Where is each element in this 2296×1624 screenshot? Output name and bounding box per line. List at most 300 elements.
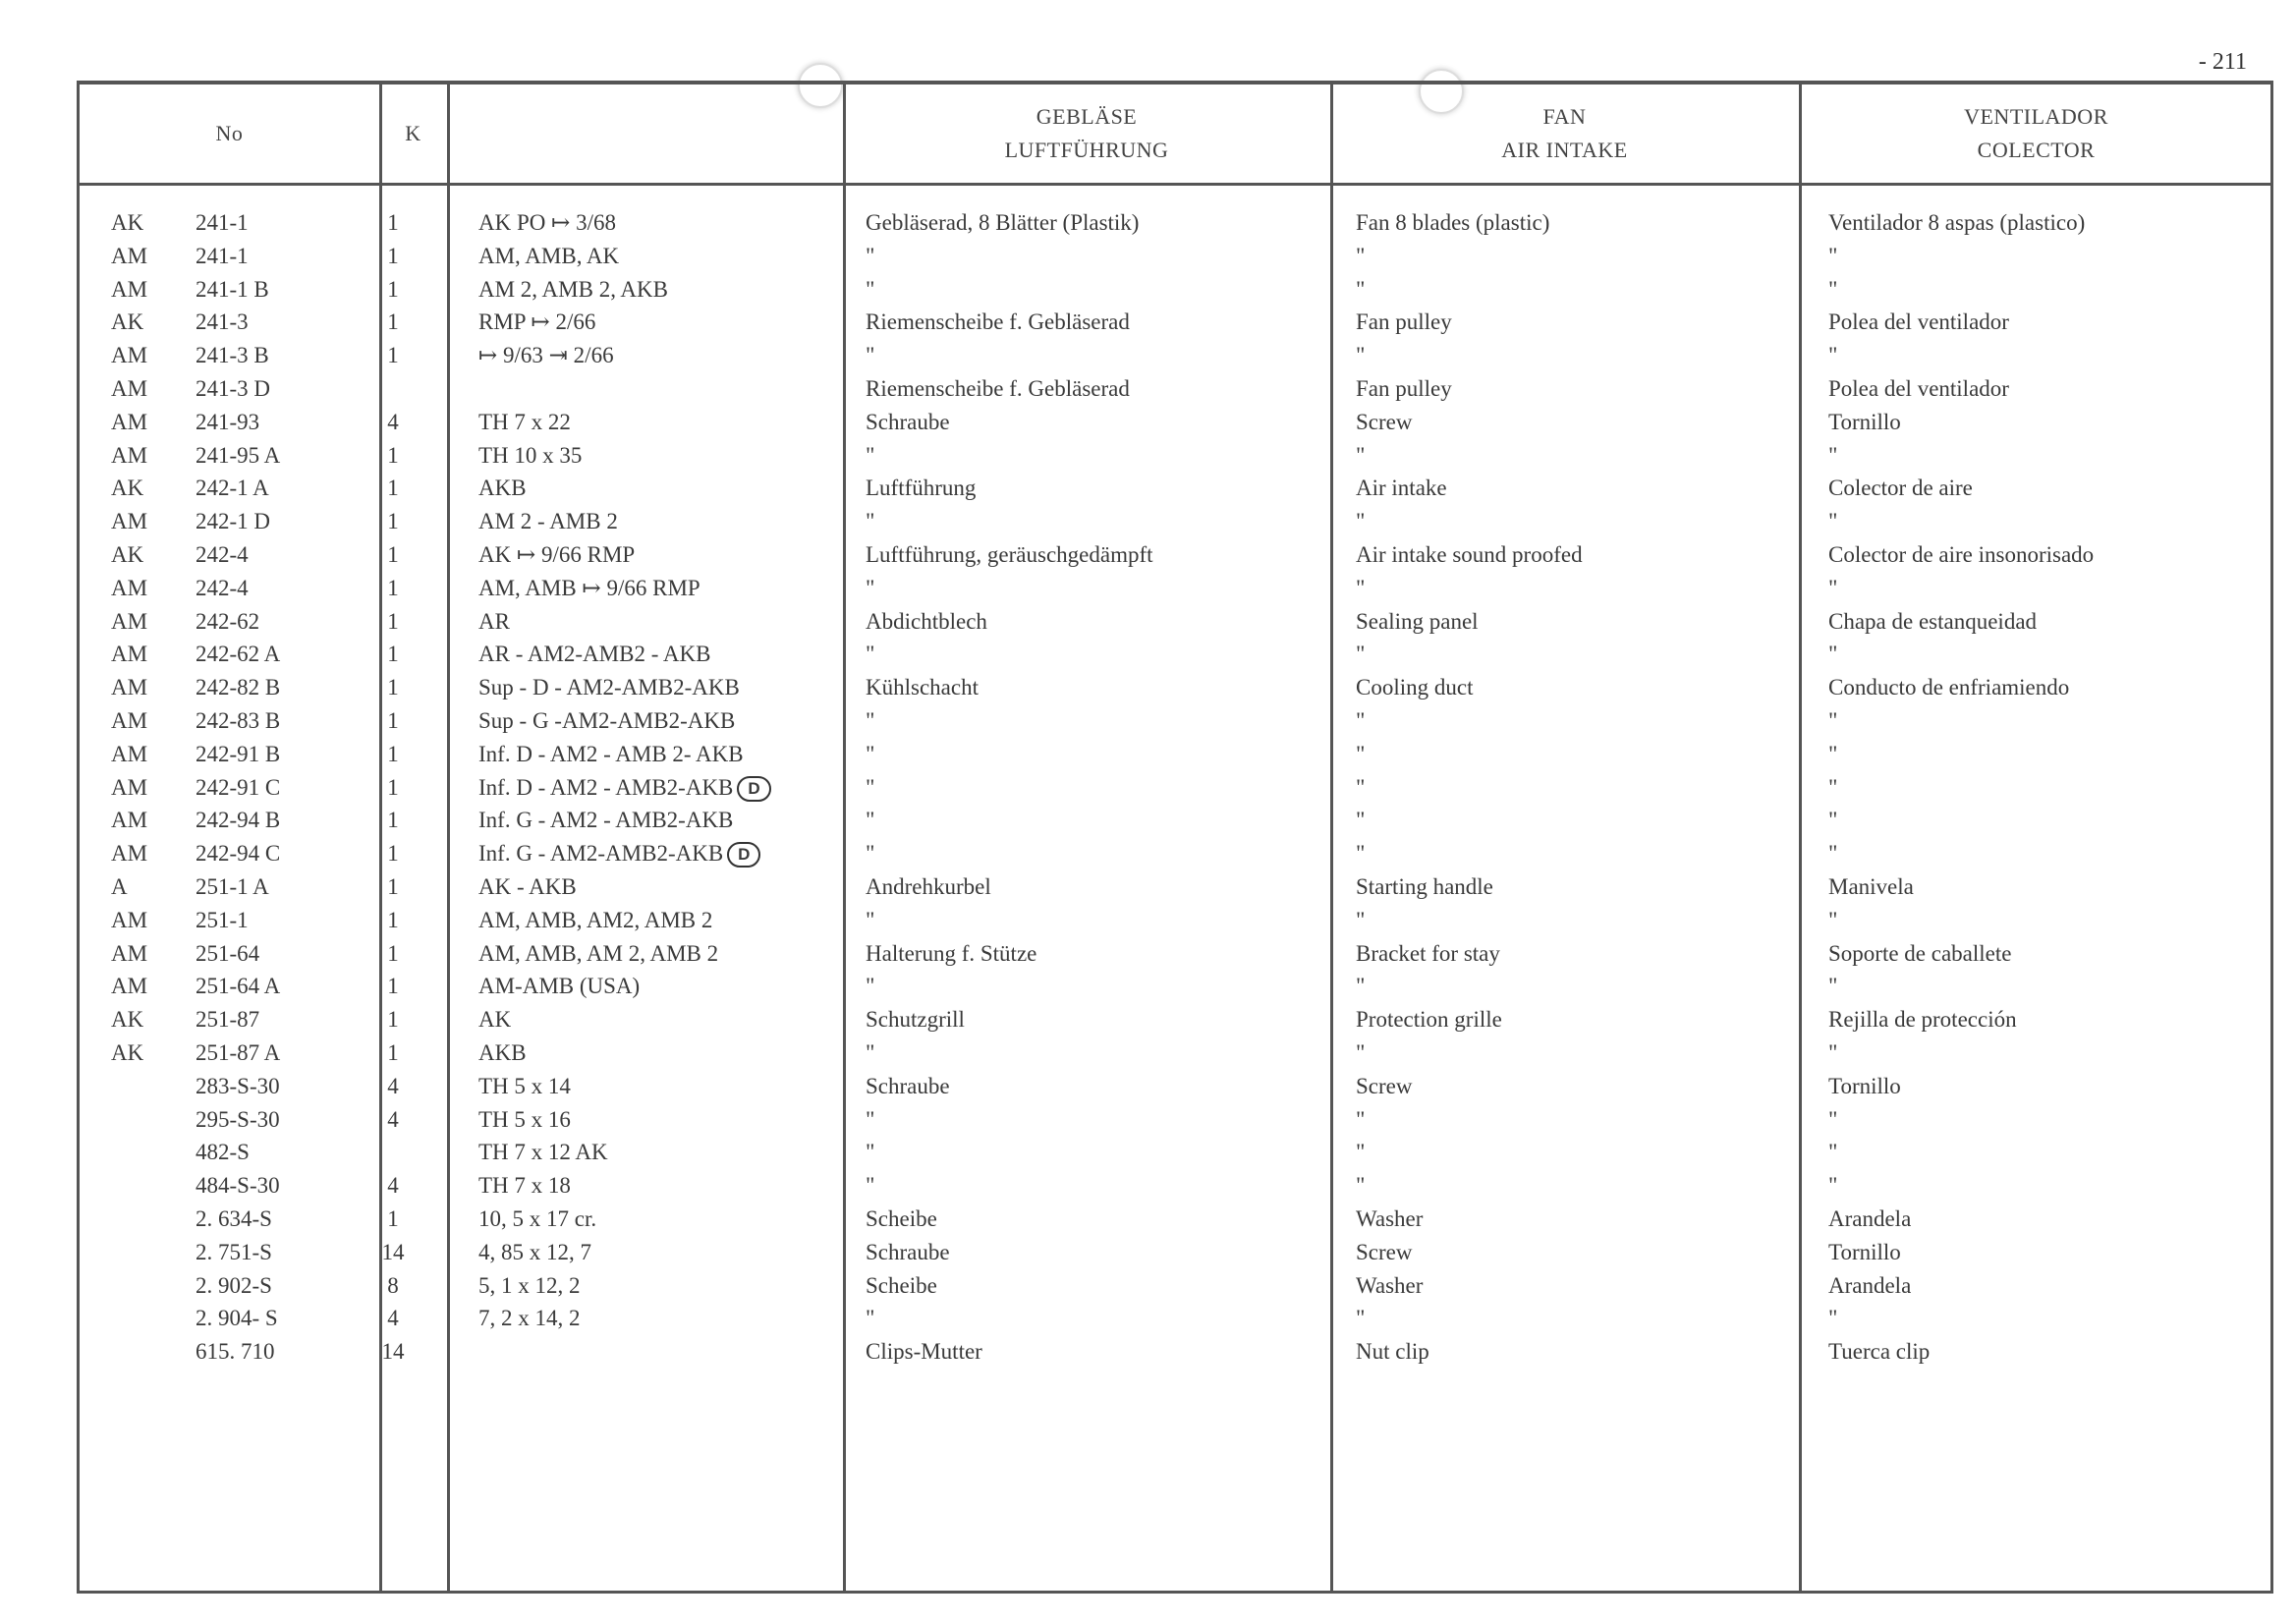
description-spanish xyxy=(1828,675,2069,700)
part-prefix xyxy=(111,542,143,568)
description-english-text: Nut clip xyxy=(1356,1339,1429,1365)
part-number xyxy=(196,443,280,469)
table-body xyxy=(80,210,2270,1372)
part-number-text: 242-91 C xyxy=(196,774,281,800)
header-k-label: K xyxy=(405,121,421,145)
description-spanish xyxy=(1828,244,1837,269)
part-prefix xyxy=(111,675,147,700)
quantity xyxy=(380,1040,406,1066)
quantity xyxy=(380,708,406,734)
quantity xyxy=(380,1273,406,1299)
description-english-text: " xyxy=(1356,575,1366,600)
description-spanish xyxy=(1828,1173,1837,1199)
description-spanish xyxy=(1828,1240,1901,1265)
description-german-text: " xyxy=(866,276,875,302)
part-prefix-text: AM xyxy=(111,608,148,634)
quantity-text: 1 xyxy=(387,210,399,235)
quantity xyxy=(380,210,406,236)
description-english-text: Washer xyxy=(1356,1272,1424,1298)
part-number xyxy=(196,376,270,402)
description-english xyxy=(1356,1040,1365,1066)
part-prefix xyxy=(111,841,147,867)
description-spanish-text: Colector de aire xyxy=(1828,476,1973,501)
description-english-text: Protection grille xyxy=(1356,1007,1502,1033)
description-english xyxy=(1356,841,1365,867)
part-prefix xyxy=(111,309,143,335)
description-spanish-text: Arandela xyxy=(1828,1272,1912,1298)
application xyxy=(478,1140,608,1165)
description-german xyxy=(866,542,1153,568)
application-text: AM 2 - AMB 2 xyxy=(478,509,618,534)
application-text: 4, 85 x 12, 7 xyxy=(478,1239,591,1264)
description-english-text: Fan pulley xyxy=(1356,309,1452,335)
description-spanish xyxy=(1828,576,1837,601)
description-german-text: " xyxy=(866,974,875,999)
part-prefix-text: AM xyxy=(111,409,148,434)
part-number xyxy=(196,675,280,700)
description-spanish xyxy=(1828,509,1837,534)
description-spanish-text: " xyxy=(1828,907,1838,932)
quantity-text: 1 xyxy=(387,642,399,667)
description-spanish xyxy=(1828,343,1837,368)
quantity-text: 1 xyxy=(387,343,399,368)
header-divider xyxy=(80,183,2270,186)
part-number xyxy=(196,742,280,767)
table-row xyxy=(80,874,2270,908)
description-english-text: Washer xyxy=(1356,1205,1424,1231)
description-german xyxy=(866,742,874,767)
description-german xyxy=(866,244,874,269)
quantity xyxy=(380,244,406,269)
table-row xyxy=(80,775,2270,809)
description-english xyxy=(1356,1206,1423,1232)
table-row xyxy=(80,908,2270,941)
description-spanish-text: Chapa de estanqueidad xyxy=(1828,608,2038,634)
part-prefix xyxy=(111,742,147,767)
description-english xyxy=(1356,1339,1429,1365)
table-row xyxy=(80,1206,2270,1240)
quantity xyxy=(380,576,406,601)
description-english-text: Fan 8 blades (plastic) xyxy=(1356,210,1550,235)
part-prefix xyxy=(111,1007,143,1033)
description-german-text: Luftführung, geräuschgedämpft xyxy=(866,541,1153,567)
description-english xyxy=(1356,244,1365,269)
description-spanish xyxy=(1828,1074,1901,1099)
description-german xyxy=(866,908,874,933)
application xyxy=(478,509,618,534)
part-prefix xyxy=(111,642,147,667)
application-text: AK - AKB xyxy=(478,873,577,899)
quantity-text: 14 xyxy=(381,1239,405,1264)
description-english-text: " xyxy=(1356,808,1366,833)
quantity-text: 1 xyxy=(387,774,399,800)
description-english-text: Screw xyxy=(1356,1239,1413,1264)
part-number-text: 251-64 A xyxy=(196,974,281,999)
application-text: AM-AMB (USA) xyxy=(478,974,641,999)
part-number xyxy=(196,775,280,801)
quantity-text: 1 xyxy=(387,741,399,766)
quantity xyxy=(380,1206,406,1232)
application xyxy=(478,841,760,868)
part-number-text: 242-62 xyxy=(196,608,260,634)
application xyxy=(478,476,527,501)
application xyxy=(478,609,510,635)
quantity xyxy=(380,874,406,900)
quantity xyxy=(380,974,406,999)
part-prefix-text: AM xyxy=(111,276,148,302)
part-prefix-text: AK xyxy=(111,541,144,567)
header-spanish-line1: VENTILADOR xyxy=(1964,104,2108,129)
description-spanish xyxy=(1828,476,1973,501)
application xyxy=(478,708,735,734)
part-number-text: 242-94 C xyxy=(196,841,281,867)
quantity xyxy=(380,908,406,933)
description-english xyxy=(1356,1007,1502,1033)
description-german xyxy=(866,1074,950,1099)
description-german xyxy=(866,210,1139,236)
application-text: Inf. D - AM2 - AMB2-AKB xyxy=(478,774,734,800)
description-german-text: " xyxy=(866,774,875,800)
table-row xyxy=(80,509,2270,542)
part-number xyxy=(196,1007,259,1033)
quantity xyxy=(380,941,406,967)
quantity-text: 1 xyxy=(387,808,399,833)
description-english-text: " xyxy=(1356,707,1366,733)
quantity-text: 1 xyxy=(387,1007,399,1033)
part-prefix xyxy=(111,509,147,534)
header-english xyxy=(1330,84,1799,183)
description-spanish-text: " xyxy=(1828,575,1838,600)
part-number-text: 251-1 A xyxy=(196,873,269,899)
application-text: TH 7 x 12 AK xyxy=(478,1140,608,1165)
description-german xyxy=(866,1306,874,1331)
quantity xyxy=(380,509,406,534)
application-text: Inf. G - AM2 - AMB2-AKB xyxy=(478,808,734,833)
description-german xyxy=(866,410,950,435)
description-german xyxy=(866,509,874,534)
application xyxy=(478,1074,571,1099)
part-number xyxy=(196,1173,280,1199)
application xyxy=(478,309,595,335)
application xyxy=(478,1240,591,1265)
quantity-text: 1 xyxy=(387,873,399,899)
table-row xyxy=(80,808,2270,841)
description-german xyxy=(866,1206,937,1232)
part-number xyxy=(196,410,259,435)
description-spanish xyxy=(1828,808,1837,833)
description-german-text: " xyxy=(866,575,875,600)
description-english-text: " xyxy=(1356,1106,1366,1132)
part-prefix xyxy=(111,443,147,469)
application xyxy=(478,443,582,469)
description-english-text: Air intake sound proofed xyxy=(1356,541,1583,567)
description-german-text: Schraube xyxy=(866,1073,950,1098)
description-english-text: Screw xyxy=(1356,409,1413,434)
description-spanish xyxy=(1828,1140,1837,1165)
table-row xyxy=(80,542,2270,576)
part-prefix-text: AM xyxy=(111,741,148,766)
quantity xyxy=(380,775,406,801)
description-german-text: Scheibe xyxy=(866,1205,937,1231)
table-row xyxy=(80,376,2270,410)
part-number xyxy=(196,343,269,368)
application xyxy=(478,675,740,700)
description-english xyxy=(1356,1240,1412,1265)
description-english xyxy=(1356,343,1365,368)
application-text: RMP ↦ 2/66 xyxy=(478,309,596,335)
description-spanish xyxy=(1828,941,2011,967)
application xyxy=(478,941,718,967)
quantity-text: 4 xyxy=(387,409,399,434)
part-number xyxy=(196,476,269,501)
part-prefix xyxy=(111,343,147,368)
description-spanish xyxy=(1828,1007,2017,1033)
quantity-text: 4 xyxy=(387,1106,399,1132)
part-prefix-text: AM xyxy=(111,442,148,468)
quantity-text: 1 xyxy=(387,476,399,501)
description-spanish xyxy=(1828,210,2085,236)
part-prefix-text: AM xyxy=(111,774,148,800)
description-english xyxy=(1356,1306,1365,1331)
table-row xyxy=(80,675,2270,708)
part-prefix xyxy=(111,941,147,967)
part-number-text: 283-S-30 xyxy=(196,1073,280,1098)
description-german-text: " xyxy=(866,808,875,833)
quantity xyxy=(380,742,406,767)
table-row xyxy=(80,1074,2270,1107)
part-number xyxy=(196,841,280,867)
part-number-text: 251-87 A xyxy=(196,1039,281,1065)
quantity-text: 1 xyxy=(387,1039,399,1065)
description-english xyxy=(1356,1107,1365,1133)
part-number xyxy=(196,1306,278,1331)
application-text: TH 7 x 18 xyxy=(478,1173,571,1199)
part-number xyxy=(196,509,270,534)
description-spanish xyxy=(1828,443,1837,469)
part-prefix xyxy=(111,808,147,833)
part-number-text: 241-3 xyxy=(196,309,249,335)
application xyxy=(478,410,571,435)
description-german-text: Schraube xyxy=(866,409,950,434)
quantity xyxy=(380,675,406,700)
description-german-text: Kühlschacht xyxy=(866,675,979,700)
application-text: AK xyxy=(478,1007,512,1033)
application-text: AK ↦ 9/66 RMP xyxy=(478,541,636,567)
quantity xyxy=(380,1339,406,1365)
part-number-text: 2. 902-S xyxy=(196,1272,272,1298)
part-prefix xyxy=(111,1040,143,1066)
quantity xyxy=(380,1173,406,1199)
description-english xyxy=(1356,742,1365,767)
quantity xyxy=(380,808,406,833)
table-row xyxy=(80,443,2270,476)
header-english-line2: AIR INTAKE xyxy=(1501,138,1628,162)
part-number xyxy=(196,609,259,635)
table-row xyxy=(80,410,2270,443)
application-text: AR xyxy=(478,608,510,634)
description-spanish-text: Rejilla de protección xyxy=(1828,1007,2017,1033)
table-row xyxy=(80,642,2270,675)
application-text: AKB xyxy=(478,476,527,501)
description-spanish-text: Conducto de enfriamiendo xyxy=(1828,675,2070,700)
description-german-text: " xyxy=(866,1039,875,1065)
application-text: Sup - G -AM2-AMB2-AKB xyxy=(478,707,736,733)
table-row xyxy=(80,1173,2270,1206)
header-spanish xyxy=(1799,84,2273,183)
parts-table xyxy=(77,81,2273,1594)
description-english xyxy=(1356,609,1479,635)
description-spanish-text: Tuerca clip xyxy=(1828,1339,1931,1365)
description-english-text: " xyxy=(1356,907,1366,932)
quantity-text: 1 xyxy=(387,243,399,268)
table-row xyxy=(80,1273,2270,1307)
part-prefix-text: A xyxy=(111,873,128,899)
table-row xyxy=(80,1140,2270,1173)
description-spanish xyxy=(1828,277,1837,303)
description-german-text: Schraube xyxy=(866,1239,950,1264)
description-english xyxy=(1356,808,1365,833)
quantity xyxy=(380,841,406,867)
part-prefix-text: AM xyxy=(111,675,148,700)
application xyxy=(478,1173,571,1199)
part-prefix xyxy=(111,210,143,236)
part-number-text: 241-1 xyxy=(196,243,249,268)
quantity-text: 1 xyxy=(387,276,399,302)
part-prefix xyxy=(111,708,147,734)
description-english-text: Cooling duct xyxy=(1356,675,1474,700)
application-text: AM, AMB, AM 2, AMB 2 xyxy=(478,940,719,966)
description-spanish xyxy=(1828,642,1837,667)
description-spanish-text: Tornillo xyxy=(1828,1239,1901,1264)
table-row xyxy=(80,1040,2270,1074)
description-german xyxy=(866,309,1130,335)
quantity-text: 1 xyxy=(387,608,399,634)
description-english-text: " xyxy=(1356,243,1366,268)
description-german-text: " xyxy=(866,243,875,268)
description-english-text: Bracket for stay xyxy=(1356,940,1500,966)
description-spanish-text: Tornillo xyxy=(1828,1073,1901,1098)
description-spanish-text: " xyxy=(1828,974,1838,999)
part-prefix-text: AK xyxy=(111,476,144,501)
table-row xyxy=(80,742,2270,775)
description-german xyxy=(866,1007,965,1033)
part-number xyxy=(196,210,249,236)
table-row xyxy=(80,1007,2270,1040)
header-no xyxy=(80,84,379,183)
description-spanish-text: " xyxy=(1828,509,1838,534)
description-english-text: " xyxy=(1356,343,1366,368)
part-number-text: 242-91 B xyxy=(196,741,281,766)
quantity-text: 1 xyxy=(387,707,399,733)
application xyxy=(478,210,616,236)
part-number xyxy=(196,309,249,335)
description-spanish-text: " xyxy=(1828,1306,1838,1331)
quantity xyxy=(380,642,406,667)
part-number-text: 242-1 A xyxy=(196,476,269,501)
description-german xyxy=(866,1173,874,1199)
quantity-text: 4 xyxy=(387,1306,399,1331)
description-german xyxy=(866,675,979,700)
description-german-text: Riemenscheibe f. Gebläserad xyxy=(866,309,1130,335)
part-number-text: 241-95 A xyxy=(196,442,281,468)
quantity-text: 1 xyxy=(387,940,399,966)
description-german xyxy=(866,1339,982,1365)
description-spanish xyxy=(1828,874,1914,900)
quantity-text: 1 xyxy=(387,1205,399,1231)
description-spanish-text: Colector de aire insonorisado xyxy=(1828,541,2095,567)
description-spanish-text: Ventilador 8 aspas (plastico) xyxy=(1828,210,2086,235)
description-german xyxy=(866,1240,950,1265)
description-spanish-text: " xyxy=(1828,707,1838,733)
description-spanish xyxy=(1828,1107,1837,1133)
application-text: AM, AMB, AM2, AMB 2 xyxy=(478,907,713,932)
quantity-text: 1 xyxy=(387,675,399,700)
table-row xyxy=(80,841,2270,874)
description-german xyxy=(866,642,874,667)
description-spanish xyxy=(1828,376,2009,402)
description-spanish xyxy=(1828,742,1837,767)
description-german-text: " xyxy=(866,1106,875,1132)
part-prefix-text: AK xyxy=(111,210,144,235)
description-english xyxy=(1356,210,1549,236)
part-number xyxy=(196,1273,272,1299)
application xyxy=(478,277,668,303)
part-number xyxy=(196,1040,280,1066)
description-english xyxy=(1356,908,1365,933)
quantity xyxy=(380,1074,406,1099)
part-number xyxy=(196,277,269,303)
description-german-text: " xyxy=(866,343,875,368)
part-number-text: 241-1 xyxy=(196,210,249,235)
part-prefix-text: AM xyxy=(111,841,148,867)
description-spanish xyxy=(1828,1206,1911,1232)
description-german-text: " xyxy=(866,642,875,667)
application-text: Inf. G - AM2-AMB2-AKB xyxy=(478,841,724,867)
table-row xyxy=(80,244,2270,277)
table-row xyxy=(80,343,2270,376)
description-spanish-text: Tornillo xyxy=(1828,409,1901,434)
application-text: TH 5 x 14 xyxy=(478,1073,571,1098)
part-number-text: 242-83 B xyxy=(196,707,281,733)
description-spanish-text: " xyxy=(1828,808,1838,833)
description-spanish xyxy=(1828,1306,1837,1331)
application xyxy=(478,775,771,802)
quantity-text: 1 xyxy=(387,841,399,867)
description-german xyxy=(866,708,874,734)
part-prefix-text: AM xyxy=(111,343,148,368)
description-german-text: Riemenscheibe f. Gebläserad xyxy=(866,375,1130,401)
description-spanish xyxy=(1828,1339,1930,1365)
description-german-text: Abdichtblech xyxy=(866,608,987,634)
part-prefix-text: AM xyxy=(111,974,148,999)
quantity-text: 1 xyxy=(387,509,399,534)
description-spanish-text: Soporte de caballete xyxy=(1828,940,2012,966)
table-row xyxy=(80,1107,2270,1141)
description-english-text: " xyxy=(1356,1173,1366,1199)
table-row xyxy=(80,1240,2270,1273)
table-row xyxy=(80,941,2270,975)
part-prefix-text: AM xyxy=(111,243,148,268)
description-english-text: Sealing panel xyxy=(1356,608,1479,634)
part-number-text: 251-1 xyxy=(196,907,249,932)
part-number-text: 242-82 B xyxy=(196,675,281,700)
description-english xyxy=(1356,277,1365,303)
header-spanish-line2: COLECTOR xyxy=(1977,138,2096,162)
part-prefix xyxy=(111,277,147,303)
part-number-text: 482-S xyxy=(196,1140,250,1165)
part-number-text: 242-4 xyxy=(196,541,249,567)
table-row xyxy=(80,1339,2270,1372)
